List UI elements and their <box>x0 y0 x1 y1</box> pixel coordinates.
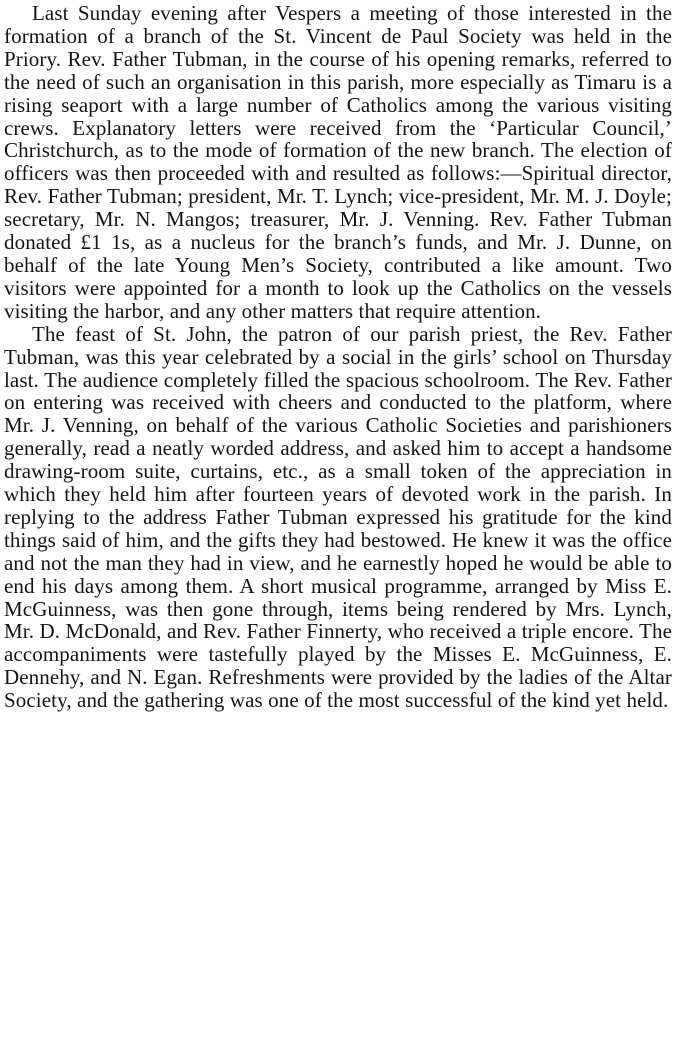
article-paragraph-feast-of-st-john: The feast of St. John, the patron of our parish priest, the Rev. Father Tubman, was this year celebrated by a social in the girls’ school on Thursday last. The audience completely filled the spacious schoolroom. The Rev. Father on entering was received with cheers and conducted to the platform, where Mr. J. Venning, on behalf of the various Catholic Societies and parishioners generally, read a neatly worded address, and asked him to accept a handsome drawing-room suite, curtains, etc., as a small token of the appreciation in which they held him after fourteen years of devoted work in the parish. In replying to the address Father Tubman expressed his gratitude for the kind things said of him, and the gifts they had bestowed. He knew it was the office and not the man they had in view, and he earnestly hoped he would be able to end his days among them. A short musical programme, arranged by Miss E. McGuinness, was then gone through, items being rendered by Mrs. Lynch, Mr. D. McDonald, and Rev. Father Finnerty, who received a triple encore. The accompaniments were tastefully played by the Misses E. McGuinness, E. Dennehy, and N. Egan. Refreshments were provided by the ladies of the Altar Society, and the gathering was one of the most successful of the kind yet held. <box>4 321 672 713</box>
article-paragraph-vincent-de-paul-meeting: Last Sunday evening after Vespers a meeting of those interested in the formation of a branch of the St. Vincent de Paul Society was held in the Priory. Rev. Father Tubman, in the course of his opening remarks, referred to the need of such an organisation in this parish, more especially as Timaru is a rising seaport with a large number of Catholics among the various visiting crews. Explanatory letters were received from the ‘Particular Council,’ Christchurch, as to the mode of formation of the new branch. The election of officers was then proceeded with and resulted as follows:—Spiritual director, Rev. Father Tubman; president, Mr. T. Lynch; vice-president, Mr. M. J. Doyle; secretary, Mr. N. Mangos; treasurer, Mr. J. Venning. Rev. Father Tubman donated £1 1s, as a nucleus for the branch’s funds, and Mr. J. Dunne, on behalf of the late Young Men’s Society, contributed a like amount. Two visitors were appointed for a month to look up the Catholics on the vessels visiting the harbor, and any other matters that require attention. <box>4 1 672 323</box>
article-column <box>4 2 672 712</box>
